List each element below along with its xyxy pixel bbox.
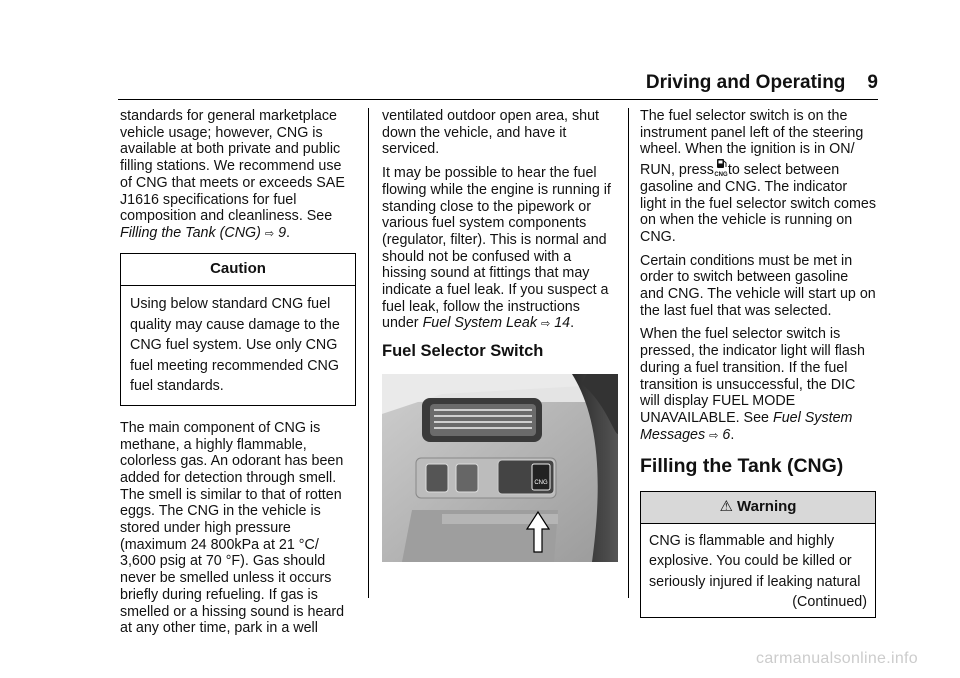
column-divider [368,108,369,598]
paragraph-text: It may be possible to hear the fuel flowing while the engine is running if standing close to the pipework or various fuel system components (regulator, filter). This is normal and should not be confused with a hissing sound at fittings that may indicate a fuel leak. If you suspect a fuel leak, follow the instructions under [382,165,611,332]
paragraph: ventilated outdoor open area, shut down the vehicle, and have it serviced. [382,108,599,158]
continued-label: (Continued) [792,594,867,611]
punctuation: . [286,224,291,241]
caution-box [120,253,356,406]
header-rule [118,99,878,100]
paragraph: The main component of CNG is methane, a highly flammable, colorless gas. An odorant has been added for detection through smell. The smell is similar to that of rotten eggs. The CNG in the vehicle is stored under high pressure (maximum 24 800kPa at 21 °C/ 3,600 psig at 70 °F). Gas should never be smelled unless it occurs briefly during refueling. If gas is smelled or a hissing sound is heard at any other time, park in a well [120,419,345,637]
page-number: 9 [867,72,878,93]
caution-text: Using below standard CNG fuel quality may cause damage to the CNG fuel system. Use only CNG fuel meeting recommended CNG fuel standards. [130,296,340,395]
warning-header [641,492,875,524]
cross-reference-page[interactable]: 14 [554,315,571,332]
watermark: carmanualsonline.info [756,650,918,667]
warning-body [641,524,875,617]
column-1 [120,108,356,644]
paragraph [382,165,618,333]
warning-text: CNG is flammable and highly explosive. You could be killed or seriously injured if leaking natural [649,532,861,590]
cross-reference-link[interactable]: Filling the Tank (CNG) [120,224,261,241]
paragraph: Certain conditions must be met in order to switch between gasoline and CNG. The vehicle will start up on the last fuel that was selected. [640,252,876,319]
punctuation: . [730,426,735,443]
cross-reference-link[interactable]: Fuel System Messages [640,409,853,443]
page-ref-arrow-icon: ⇨ [709,429,719,442]
column-divider [628,108,629,598]
cross-reference-page[interactable]: 9 [278,224,287,241]
column-3 [640,108,876,618]
paragraph [640,326,876,444]
fuel-selector-switch-photo [382,374,618,562]
warning-triangle-icon: ⚠ [719,498,733,516]
column-2 [382,108,618,562]
paragraph-text: The fuel selector switch is on the instrument panel left of the steering wheel. When the ignition is in ON/ RUN, press [640,108,864,179]
paragraph-text: to select between gasoline and CNG. The indicator light in the fuel selector switch comes on when the vehicle is running on CNG. [640,162,877,245]
cross-reference-page[interactable]: 6 [722,426,731,443]
photo-cng-label: CNG [534,479,548,486]
page-ref-arrow-icon: ⇨ [264,227,275,240]
section-heading: Fuel Selector Switch [382,342,544,361]
cng-icon-label: CNG [714,172,728,179]
cng-fuel-pump-icon [714,158,728,178]
warning-box [640,491,876,618]
paragraph [640,108,876,246]
page-ref-arrow-icon: ⇨ [540,318,551,331]
paragraph-text: standards for general marketplace vehicle usage; however, CNG is available at both private and public filling stations. We recommend use of CNG that meets or exceeds SAE J1616 specifications for fuel composition and cleanliness. See [120,108,345,225]
cross-reference-link[interactable]: Fuel System Leak [422,315,537,332]
caution-title: Caution [121,254,355,287]
punctuation: . [570,315,575,332]
paragraph-text: When the fuel selector switch is pressed, the indicator light will flash during a fuel transition. If the fuel transition is unsuccessful, the DIC will display FUEL MODE UNAVAILABLE. See [640,326,865,426]
warning-title: Warning [737,498,797,516]
section-title: Driving and Operating [645,72,846,93]
section-heading: Filling the Tank (CNG) [640,455,844,478]
paragraph [120,108,356,243]
page-header [646,72,878,94]
